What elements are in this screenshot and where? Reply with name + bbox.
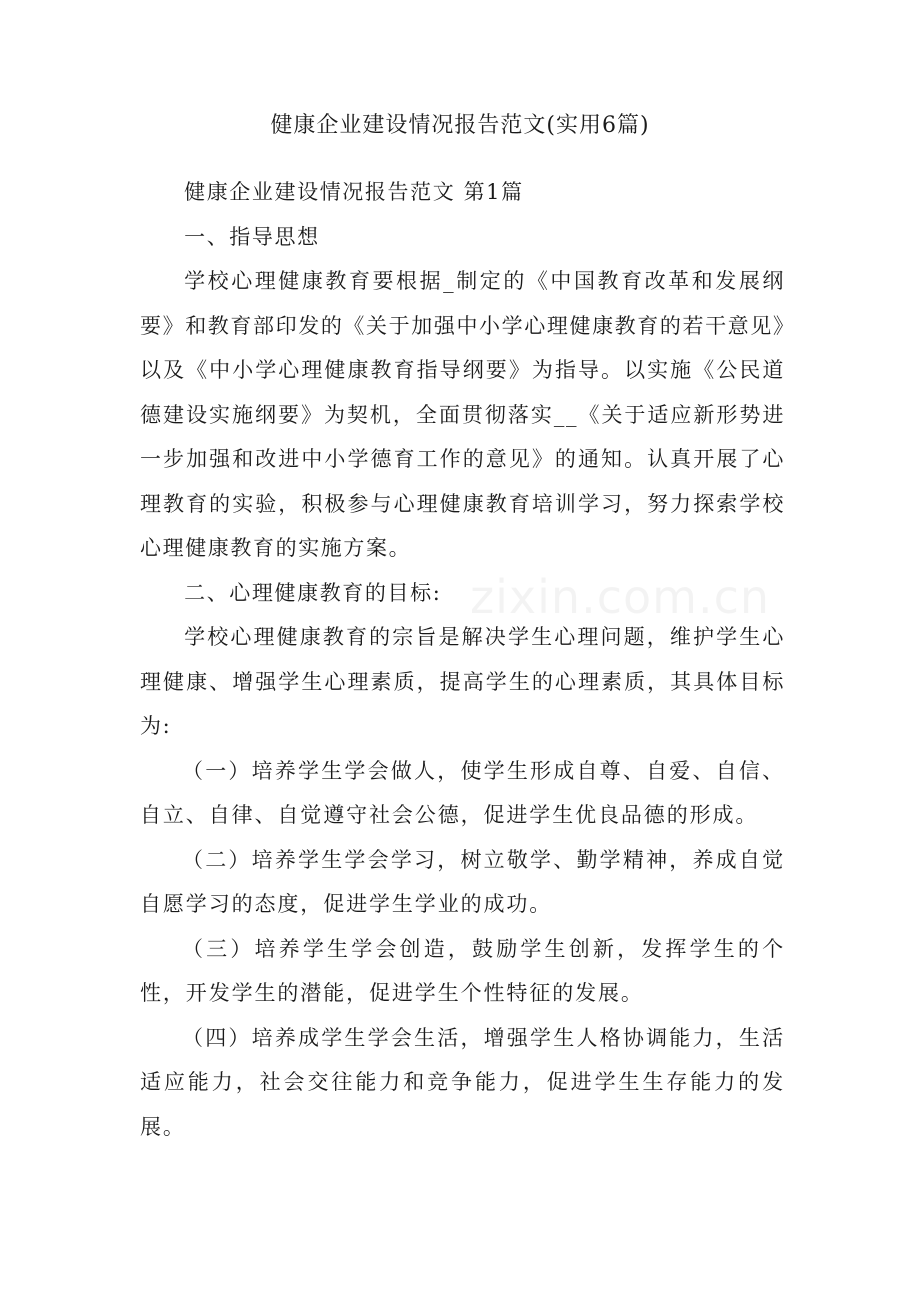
document-body — [140, 170, 785, 1149]
subheading-guiding-ideology: 一、指导思想 — [184, 224, 320, 249]
goal-item-4: （四）培养成学生学会生活，增强学生人格协调能力，生活适应能力，社会交往能力和竞争能力，促进学生生存能力的发展。 — [140, 1025, 785, 1139]
section-heading: 健康企业建设情况报告范文 第1篇 — [184, 180, 524, 204]
subheading-education-goals: 二、心理健康教育的目标: — [184, 580, 442, 605]
goal-item-2: （二）培养学生学会学习，树立敬学、勤学精神，养成自觉自愿学习的态度，促进学生学业的成功。 — [140, 847, 785, 916]
goal-item-3: （三）培养学生学会创造，鼓励学生创新，发挥学生的个性，开发学生的潜能，促进学生个性特征的发展。 — [140, 936, 785, 1005]
goal-item-1: （一）培养学生学会做人，使学生形成自尊、自爱、自信、自立、自律、自觉遵守社会公德，促进学生优良品德的形成。 — [140, 758, 785, 827]
paragraph-education-purpose: 学校心理健康教育的宗旨是解决学生心理问题，维护学生心理健康、增强学生心理素质，提高学生的心理素质，其具体目标为: — [140, 625, 785, 738]
document-title: 健康企业建设情况报告范文(实用6篇) — [270, 113, 650, 138]
paragraph-guiding-ideology: 学校心理健康教育要根据_制定的《中国教育改革和发展纲要》和教育部印发的《关于加强中小学心理健康教育的若干意见》以及《中小学心理健康教育指导纲要》为指导。以实施《公民道德建设实施纲要》为契机，全面贯彻落实__《关于适应新形势进一步加强和改进中小学德育工作的意见》的通知。认真开展了心理教育的实验，积极参与心理健康教育培训学习，努力探索学校心理健康教育的实施方案。 — [140, 269, 785, 560]
